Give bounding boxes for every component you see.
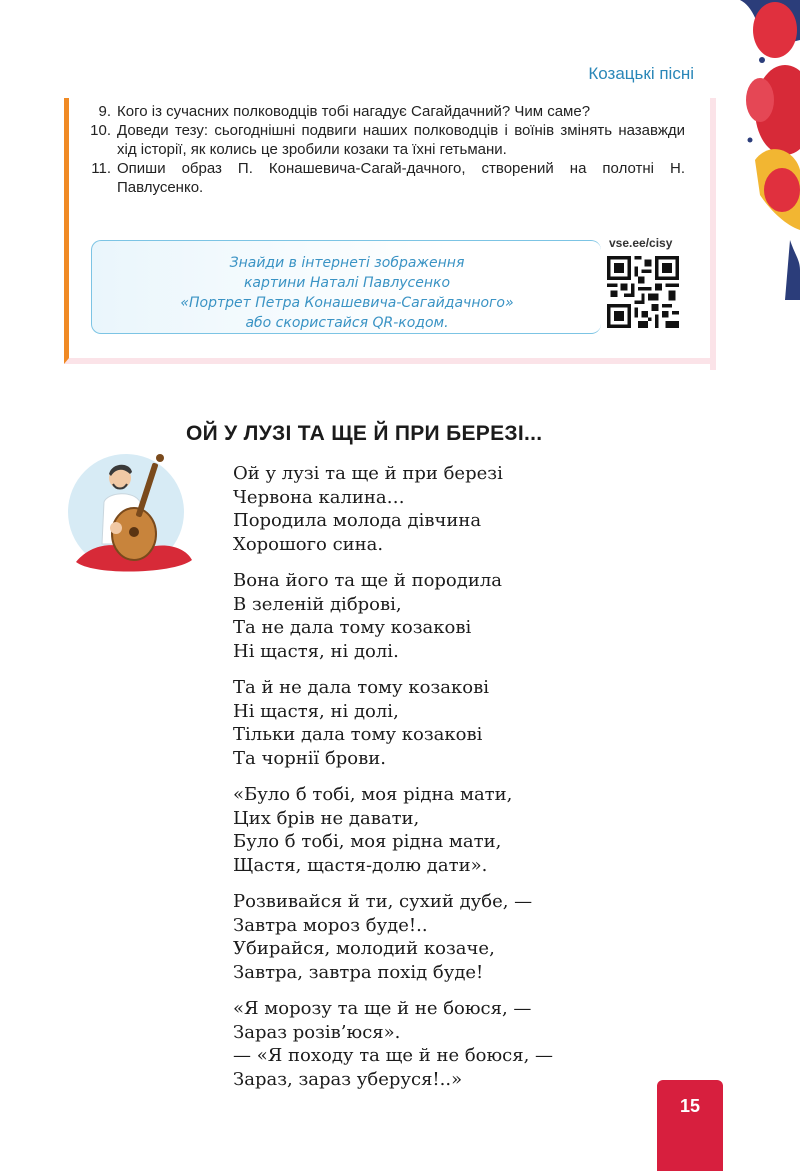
section-title: Козацькі пісні — [588, 64, 694, 83]
internet-task-text — [92, 253, 602, 333]
questions-box — [64, 98, 710, 364]
question-number: 10. — [90, 122, 111, 139]
lyric-line: Убирайся, молодий козаче, — [233, 938, 495, 959]
lyric-line: Завтра мороз буде!.. — [233, 914, 428, 936]
lyric-line: Тільки дала тому козакові — [233, 724, 483, 745]
song-title: ОЙ У ЛУЗІ ТА ЩЕ Й ПРИ БЕРЕЗІ... — [186, 422, 543, 445]
qr-link-label[interactable]: vse.ee/cisy — [609, 236, 673, 250]
lyric-line: Щастя, щастя-долю дати». — [233, 854, 488, 876]
question-text: Кого із сучасних полководців тобі нагадує Сагайдачний? Чим саме? — [117, 103, 591, 120]
lyric-line: Та чорнії брови. — [233, 747, 386, 769]
lyric-line: «Я морозу та ще й не боюся, — — [233, 998, 532, 1019]
lyric-line: Ні щастя, ні долі, — [233, 700, 399, 722]
lyric-line: В зеленій діброві, — [233, 593, 402, 615]
lyric-line: Породила молода дівчина — [233, 510, 482, 531]
question-text: Доведи тезу: сьогоднішні подвиги наших полководців і воїнів змінять назавжди хід історії, як колись це зробили козаки та їхні гетьмани. — [117, 122, 685, 158]
page-number: 15 — [657, 1080, 723, 1171]
box-shadow-right — [710, 98, 716, 370]
lyric-line: Хорошого сина. — [233, 533, 384, 555]
lyric-line: Зараз розів’юся». — [233, 1021, 401, 1043]
task-line: «Портрет Петра Конашевича-Сагайдачного» — [180, 295, 514, 311]
qr-code-icon[interactable] — [607, 256, 679, 328]
lyric-line: Вона його та ще й породила — [233, 570, 503, 591]
lyric-line: Та не дала тому козакові — [233, 617, 472, 638]
lyric-line: Цих брів не давати, — [233, 807, 420, 829]
stanza — [233, 783, 633, 877]
stanza — [233, 569, 633, 663]
lyric-line: — «Я походу та ще й не боюся, — — [233, 1045, 554, 1066]
task-line: або скористайся QR-кодом. — [245, 315, 449, 331]
question-number: 11. — [91, 160, 111, 177]
lyric-line: Розвивайся й ти, сухий дубе, — — [233, 891, 533, 912]
kobzar-bandura-player-illustration — [64, 444, 204, 584]
stanza — [233, 890, 633, 984]
lyric-line: «Було б тобі, моя рідна мати, — [233, 784, 513, 805]
lyric-line: Та й не дала тому козакові — [233, 677, 489, 698]
question-number: 9. — [98, 103, 111, 120]
stanza — [233, 997, 633, 1091]
task-line: картини Наталі Павлусенко — [243, 275, 451, 291]
question-item — [85, 121, 685, 159]
lyric-line: Було б тобі, моя рідна мати, — [233, 831, 502, 852]
question-item — [85, 159, 685, 197]
lyric-line: Ой у лузі та ще й при березі — [233, 463, 503, 484]
lyric-line: Зараз, зараз уберуся!..» — [233, 1068, 463, 1090]
lyric-line: Ні щастя, ні долі. — [233, 640, 399, 662]
stanza — [233, 462, 633, 556]
stanza — [233, 676, 633, 770]
song-lyrics — [233, 462, 633, 1104]
question-item — [85, 102, 685, 121]
task-line: Знайди в інтернеті зображення — [229, 255, 465, 271]
internet-task-box — [91, 240, 601, 334]
question-text: Опиши образ П. Конашевича-Сагай-дачного, створений на полотні Н. Павлусенко. — [117, 160, 685, 196]
lyric-line: Червона калина… — [233, 486, 405, 508]
questions-list — [85, 102, 685, 197]
lyric-line: Завтра, завтра похід буде! — [233, 961, 484, 983]
